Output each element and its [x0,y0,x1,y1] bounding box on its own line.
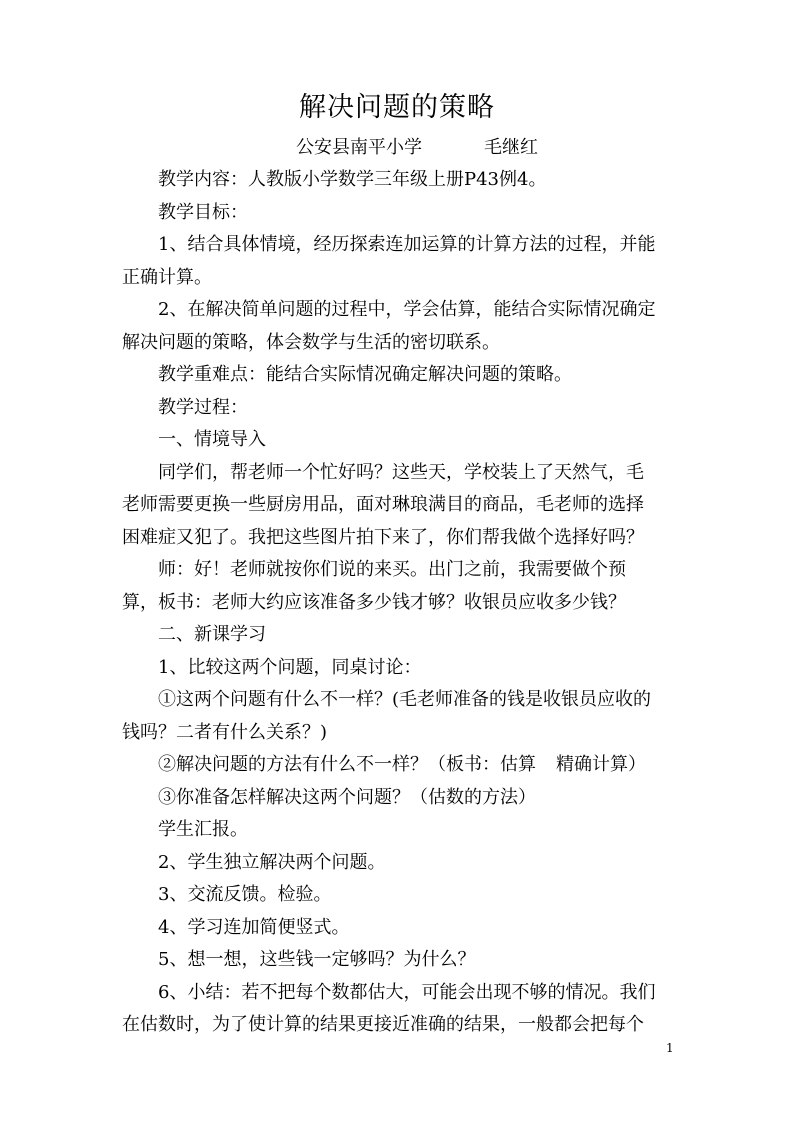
paragraph-line: 教学重难点：能结合实际情况确定解决问题的策略。 [158,364,572,385]
document-body [122,164,682,1042]
paragraph-line: 2、学生独立解决两个问题。 [158,851,386,873]
paragraph-line: ③你准备怎样解决这两个问题？（估数的方法） [158,786,536,808]
paragraph-line: 教学内容：人教版小学数学三年级上册P43例4。 [158,169,547,190]
paragraph-line: 钱吗？二者有什么关系？) [122,721,328,743]
paragraph-line: 师：好！老师就按你们说的来买。出门之前，我需要做个预 [158,559,626,580]
paragraph-line: 1、结合具体情境，经历探索连加运算的计算方法的过程，并能 [158,234,656,255]
author-name: 毛继红 [484,137,538,158]
paragraph-line: 算，板书：老师大约应该准备多少钱才够？收银员应收多少钱？ [122,591,626,613]
paragraph-line: 教学过程： [158,396,248,418]
paragraph-line [122,749,682,782]
paragraph-line: 解决问题的策略，体会数学与生活的密切联系。 [122,331,500,353]
paragraph-line: 教学目标： [158,201,248,223]
section-heading: 一、情境导入 [158,429,266,450]
paragraph-line: 5、想一想，这些钱一定够吗？为什么？ [158,949,476,970]
paragraph-line: 4、学习连加简便竖式。 [158,916,350,938]
paragraph-line: 老师需要更换一些厨房用品，面对琳琅满目的商品，毛老师的选择 [122,494,644,515]
paragraph-line: 3、交流反馈。检验。 [158,884,332,905]
paragraph-line: 在估数时，为了使计算的结果更接近准确的结果，一般都会把每个 [122,1014,644,1035]
line-text: ②解决问题的方法有什么不一样？（板书：估算 [158,754,536,775]
byline [296,134,538,162]
document-title: 解决问题的策略 [299,92,495,123]
line-text-tail: 精确计算） [556,754,646,775]
paragraph-line: 正确计算。 [122,266,212,288]
paragraph-line: 学生汇报。 [158,819,248,840]
paragraph-line: 困难症又犯了。我把这些图片拍下来了，你们帮我做个选择好吗？ [122,526,644,548]
paragraph-line: 1、比较这两个问题，同桌讨论： [158,656,422,678]
paragraph-line: 6、小结：若不把每个数都估大，可能会出现不够的情况。我们 [158,981,656,1003]
school-name: 公安县南平小学 [296,137,422,158]
page-number: 1 [666,1041,674,1055]
section-heading: 二、新课学习 [158,624,266,645]
paragraph-line: 同学们，帮老师一个忙好吗？这些天，学校装上了天然气，毛 [158,461,644,483]
paragraph-line: ①这两个问题有什么不一样？(毛老师准备的钱是收银员应收的 [158,689,652,710]
paragraph-line: 2、在解决简单问题的过程中，学会估算，能结合实际情况确定 [158,299,656,320]
